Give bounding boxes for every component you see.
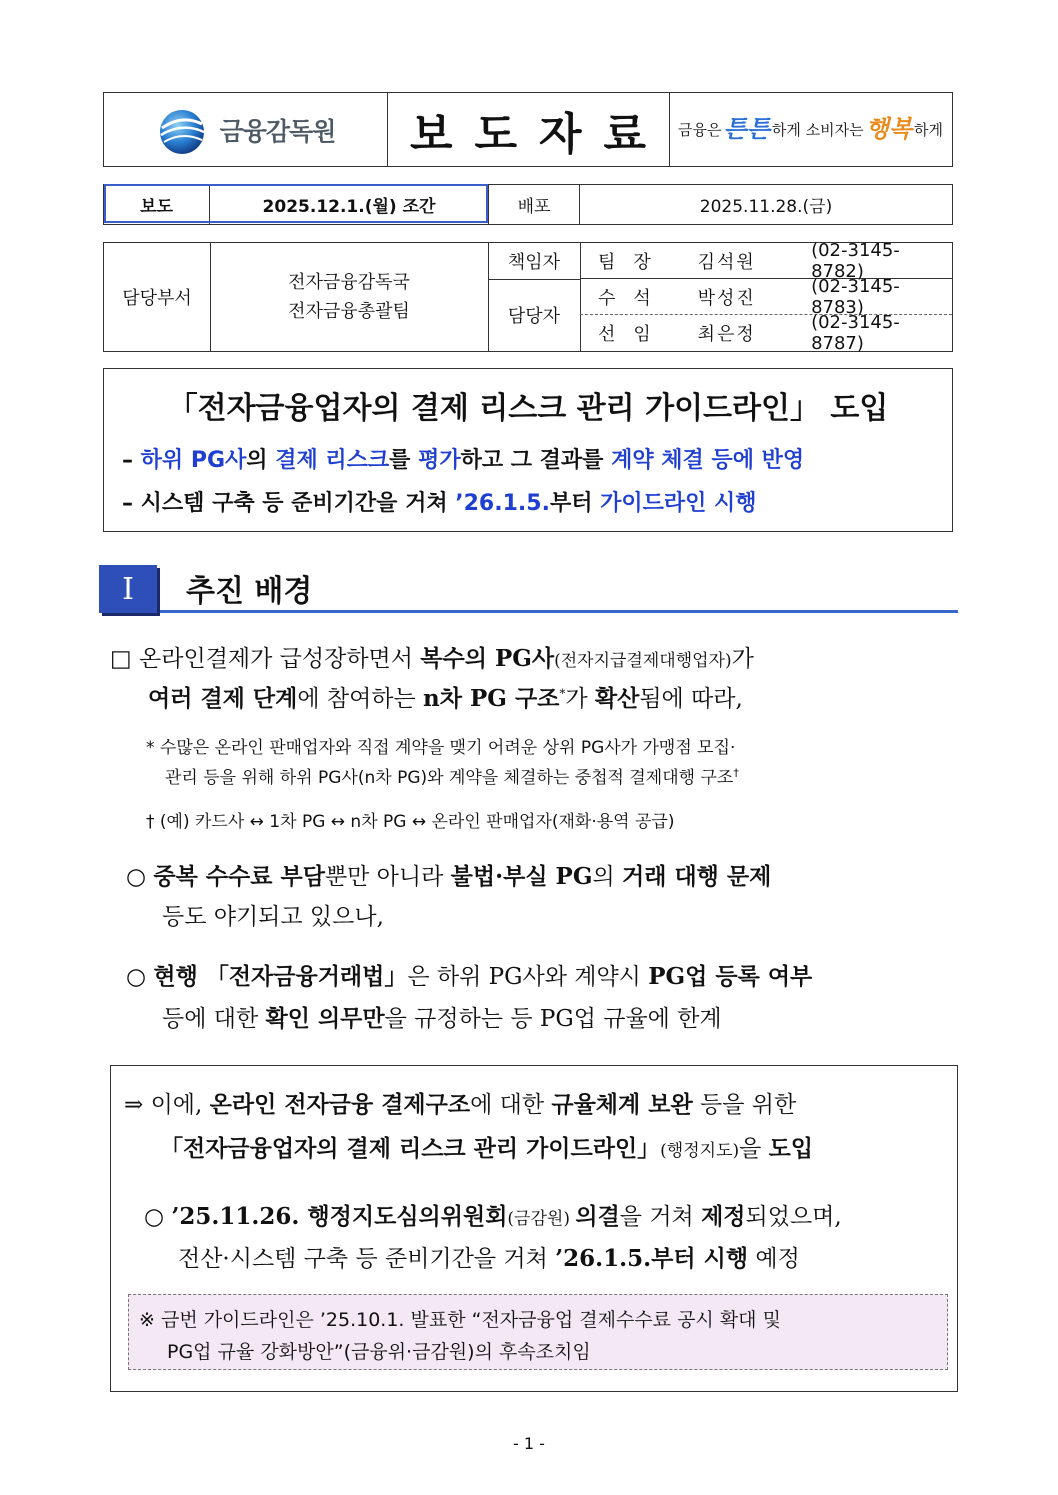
highlight-text: 결제 리스크 xyxy=(275,448,390,473)
remark-line-2: PG업 규율 강화방안”(금융위·금감원)의 후속조치임 xyxy=(167,1341,591,1363)
text: 부터 xyxy=(549,491,593,516)
contact-role: 팀장 xyxy=(598,251,669,273)
title-cell xyxy=(387,93,670,166)
slogan-part: 하게 소비자는 xyxy=(771,121,864,139)
bold-text: 불법·부실 PG xyxy=(450,863,593,890)
contact-role: 선임 xyxy=(598,324,669,345)
contact-row xyxy=(580,239,952,282)
text: 등에 대한 xyxy=(162,1006,266,1032)
conclusion-line-1 xyxy=(124,1086,796,1119)
text: 을 xyxy=(739,1136,769,1162)
bold-text: 확산 xyxy=(594,685,640,712)
bullet: ○ xyxy=(144,1204,165,1230)
headline-sub-1 xyxy=(122,443,804,474)
bold-text: 거래 대행 문제 xyxy=(622,863,772,890)
dash: – xyxy=(122,448,133,473)
text: 에 대한 xyxy=(470,1092,552,1118)
footnote-1-line-2 xyxy=(165,763,739,788)
highlight-text: ’26.1.5. xyxy=(455,491,550,516)
highlight-text: 하위 PG사 xyxy=(140,448,247,473)
slogan-emphasis: 행복 xyxy=(865,115,912,143)
paragraph-2 xyxy=(126,858,771,891)
contact-name: 박성진 xyxy=(697,287,756,309)
logo-text: 금융감독원 xyxy=(219,116,336,146)
text: 이에, xyxy=(150,1092,210,1118)
contact-phone: (02-3145-8782) xyxy=(811,239,900,282)
section-underline xyxy=(160,610,958,613)
department-name xyxy=(210,243,489,351)
bureau-name: 전자금융감독국 xyxy=(288,272,410,293)
contact-row xyxy=(580,312,952,354)
contact-name: 최은정 xyxy=(697,324,756,345)
dash: – xyxy=(122,491,133,516)
highlight-text: 가이드라인 시행 xyxy=(600,491,757,516)
footnote-1-line-1: * 수많은 온라인 판매업자와 직접 계약을 맺기 어려운 상위 PG사가 가맹점 모집· xyxy=(146,738,736,758)
headline-box xyxy=(103,368,953,532)
text: 의 xyxy=(592,864,623,890)
footnote-2: † (예) 카드사 ↔ 1차 PG ↔ n차 PG ↔ 온라인 판매업자(재화·용역 공급) xyxy=(146,812,675,832)
small-text: (행정지도) xyxy=(660,1141,740,1161)
paragraph-3 xyxy=(126,958,812,991)
bold-text: 「전자금융업자의 결제 리스크 관리 가이드라인」 xyxy=(160,1135,661,1162)
section-number: Ⅰ xyxy=(99,565,157,613)
headline-sub-2 xyxy=(122,486,757,517)
release-info xyxy=(103,184,953,225)
distribution-label: 배포 xyxy=(488,185,580,224)
text: 관리 등을 위해 하위 PG사(n차 PG)와 계약을 체결하는 중첩적 결제대행 구조 xyxy=(165,768,734,788)
bold-text: 도입 xyxy=(768,1135,814,1162)
bold-text: 의결 xyxy=(575,1203,620,1230)
text: 를 xyxy=(389,448,411,473)
contact-role: 수석 xyxy=(598,287,669,309)
text: 되었으며, xyxy=(745,1204,842,1230)
text: 은 하위 PG사와 계약시 xyxy=(407,964,649,990)
press-header xyxy=(103,92,953,167)
conclusion-sub-1-line-2 xyxy=(178,1240,800,1273)
paragraph-3-line-2 xyxy=(162,1000,722,1033)
highlight-text: 계약 체결 등에 반영 xyxy=(611,448,805,473)
text: 시스템 구축 등 준비기간을 거쳐 xyxy=(140,491,448,516)
paragraph-1 xyxy=(110,640,754,673)
logo-cell xyxy=(104,93,388,166)
embargo-label: 보도 xyxy=(104,185,210,224)
text: 의 xyxy=(246,448,268,473)
bold-text: 제정 xyxy=(701,1203,746,1230)
text: 가 xyxy=(565,686,595,712)
team-name: 전자금융총괄팀 xyxy=(288,301,410,322)
bold-text: 온라인 전자금융 결제구조 xyxy=(209,1091,471,1118)
bullet: ○ xyxy=(126,964,147,990)
text: 뿐만 아니라 xyxy=(324,864,451,890)
fss-logo-icon xyxy=(156,104,208,156)
remark-line-1: ※ 금번 가이드라인은 ’25.10.1. 발표한 “전자금융업 결제수수료 공시 확대 및 xyxy=(139,1309,781,1331)
contact-label: 담당자 xyxy=(488,279,581,351)
department-label: 담당부서 xyxy=(104,243,211,351)
slogan-part: 금융은 xyxy=(678,121,722,139)
footnote-mark: † xyxy=(733,766,739,780)
paragraph-1-line-2 xyxy=(148,680,743,713)
bullet: ○ xyxy=(126,864,147,890)
text: 예정 xyxy=(748,1246,800,1272)
bold-text: 여러 결제 단계 xyxy=(148,685,298,712)
headline-title: 「전자금융업자의 결제 리스크 관리 가이드라인」 도입 xyxy=(167,391,889,426)
conclusion-line-2 xyxy=(160,1130,813,1163)
slogan-part: 하게 xyxy=(913,121,943,139)
contact-phone: (02-3145-8783) xyxy=(811,275,900,318)
page-number: - 1 - xyxy=(513,1434,545,1453)
text: 하고 그 결과를 xyxy=(460,448,604,473)
bold-text: ’26.1.5.부터 시행 xyxy=(555,1245,749,1272)
responsible-label: 책임자 xyxy=(488,243,581,280)
document-title: 보도자료 xyxy=(409,108,668,160)
text: 을 거쳐 xyxy=(619,1204,702,1230)
text: 전산·시스템 구축 등 준비기간을 거쳐 xyxy=(178,1246,556,1272)
conclusion-sub-1 xyxy=(144,1198,842,1231)
text: 등을 위한 xyxy=(692,1092,797,1118)
text: 온라인결제가 급성장하면서 xyxy=(139,646,421,672)
department-table xyxy=(103,239,953,354)
bold-text: 현행 「전자금융거래법」 xyxy=(153,963,408,990)
bold-text: 복수의 PG사 xyxy=(420,645,555,672)
arrow-icon: ⇒ xyxy=(124,1092,144,1118)
bold-text: n차 PG 구조 xyxy=(423,685,560,712)
slogan-emphasis: 튼튼 xyxy=(723,115,770,143)
section-title: 추진 배경 xyxy=(186,574,313,609)
bold-text: 중복 수수료 부담 xyxy=(153,863,325,890)
contact-name: 김석원 xyxy=(697,251,756,273)
contact-row xyxy=(580,275,952,318)
paragraph-2-line-2: 등도 야기되고 있으나, xyxy=(162,904,384,930)
bold-text: PG업 등록 여부 xyxy=(648,963,813,990)
bullet: □ xyxy=(110,646,132,672)
distribution-value: 2025.11.28.(금) xyxy=(699,197,833,217)
small-text: (전자지급결제대행업자) xyxy=(554,651,732,671)
highlight-text: 평가 xyxy=(418,448,461,473)
text: 됨에 따라, xyxy=(639,686,743,712)
footnote-mark: * xyxy=(559,686,566,701)
text: 가 xyxy=(731,646,754,672)
small-text: (금감원) xyxy=(507,1209,576,1229)
text: 에 참여하는 xyxy=(297,686,424,712)
bold-text: ’25.11.26. 행정지도심의위원회 xyxy=(171,1203,508,1230)
remark-box xyxy=(128,1294,948,1370)
bold-text: 규율체계 보완 xyxy=(551,1091,693,1118)
contact-phone: (02-3145-8787) xyxy=(811,312,900,354)
bold-text: 확인 의무만 xyxy=(265,1005,385,1032)
embargo-value: 2025.12.1.(월) 조간 xyxy=(262,197,436,217)
text: 을 규정하는 등 PG업 규율에 한계 xyxy=(384,1006,722,1032)
slogan xyxy=(669,93,952,166)
